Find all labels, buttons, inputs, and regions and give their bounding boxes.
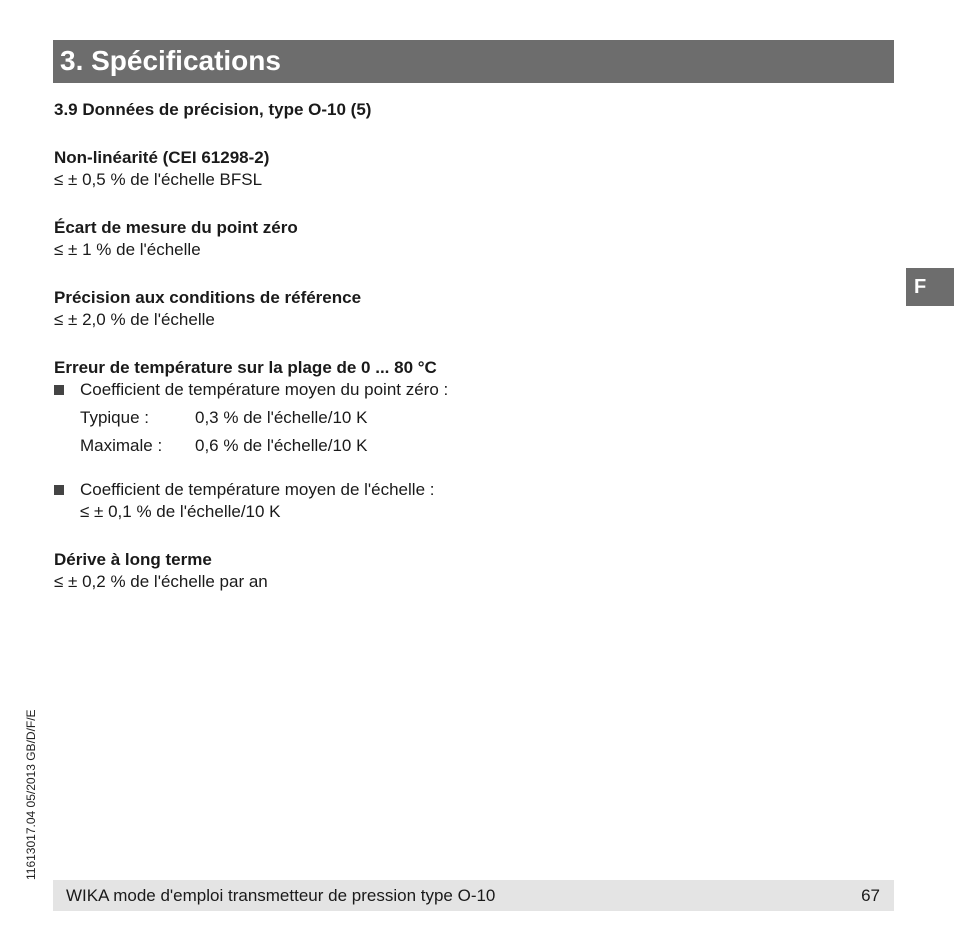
square-bullet-icon [54,485,64,495]
page-number: 67 [861,886,880,905]
document-code: 11613017.04 05/2013 GB/D/F/E [24,709,38,880]
bullet-value: ≤ ± 0,1 % de l'échelle/10 K [80,502,281,521]
spec-value: 0,6 % de l'échelle/10 K [195,436,368,455]
language-tab: F [906,268,954,306]
zero-offset-heading: Écart de mesure du point zéro [54,218,298,237]
footer-bar [53,880,894,911]
square-bullet-icon [54,385,64,395]
section-header-bar [53,40,894,83]
page-title: 3. Spécifications [60,45,281,76]
bullet-item [54,479,854,501]
footer-text: WIKA mode d'emploi transmetteur de pression type O-10 [66,886,496,905]
bullet-text: Coefficient de température moyen de l'échelle : [80,480,435,499]
main-content [54,99,854,593]
reference-accuracy-heading: Précision aux conditions de référence [54,288,362,307]
nonlinearity-value: ≤ ± 0,5 % de l'échelle BFSL [54,170,263,189]
spec-row [54,435,854,457]
drift-heading: Dérive à long terme [54,550,212,569]
reference-accuracy-value: ≤ ± 2,0 % de l'échelle [54,310,215,329]
bullet-item [54,379,854,401]
spec-value: 0,3 % de l'échelle/10 K [195,408,368,427]
temperature-error-heading: Erreur de température sur la plage de 0 ... 80 °C [54,358,437,377]
drift-value: ≤ ± 0,2 % de l'échelle par an [54,572,268,591]
spec-row [54,407,854,429]
subsection-title: 3.9 Données de précision, type O-10 (5) [54,100,372,119]
bullet-text: Coefficient de température moyen du point zéro : [80,380,449,399]
spec-label: Typique : [80,408,149,427]
spec-label: Maximale : [80,436,163,455]
zero-offset-value: ≤ ± 1 % de l'échelle [54,240,201,259]
nonlinearity-heading: Non-linéarité (CEI 61298-2) [54,148,270,167]
